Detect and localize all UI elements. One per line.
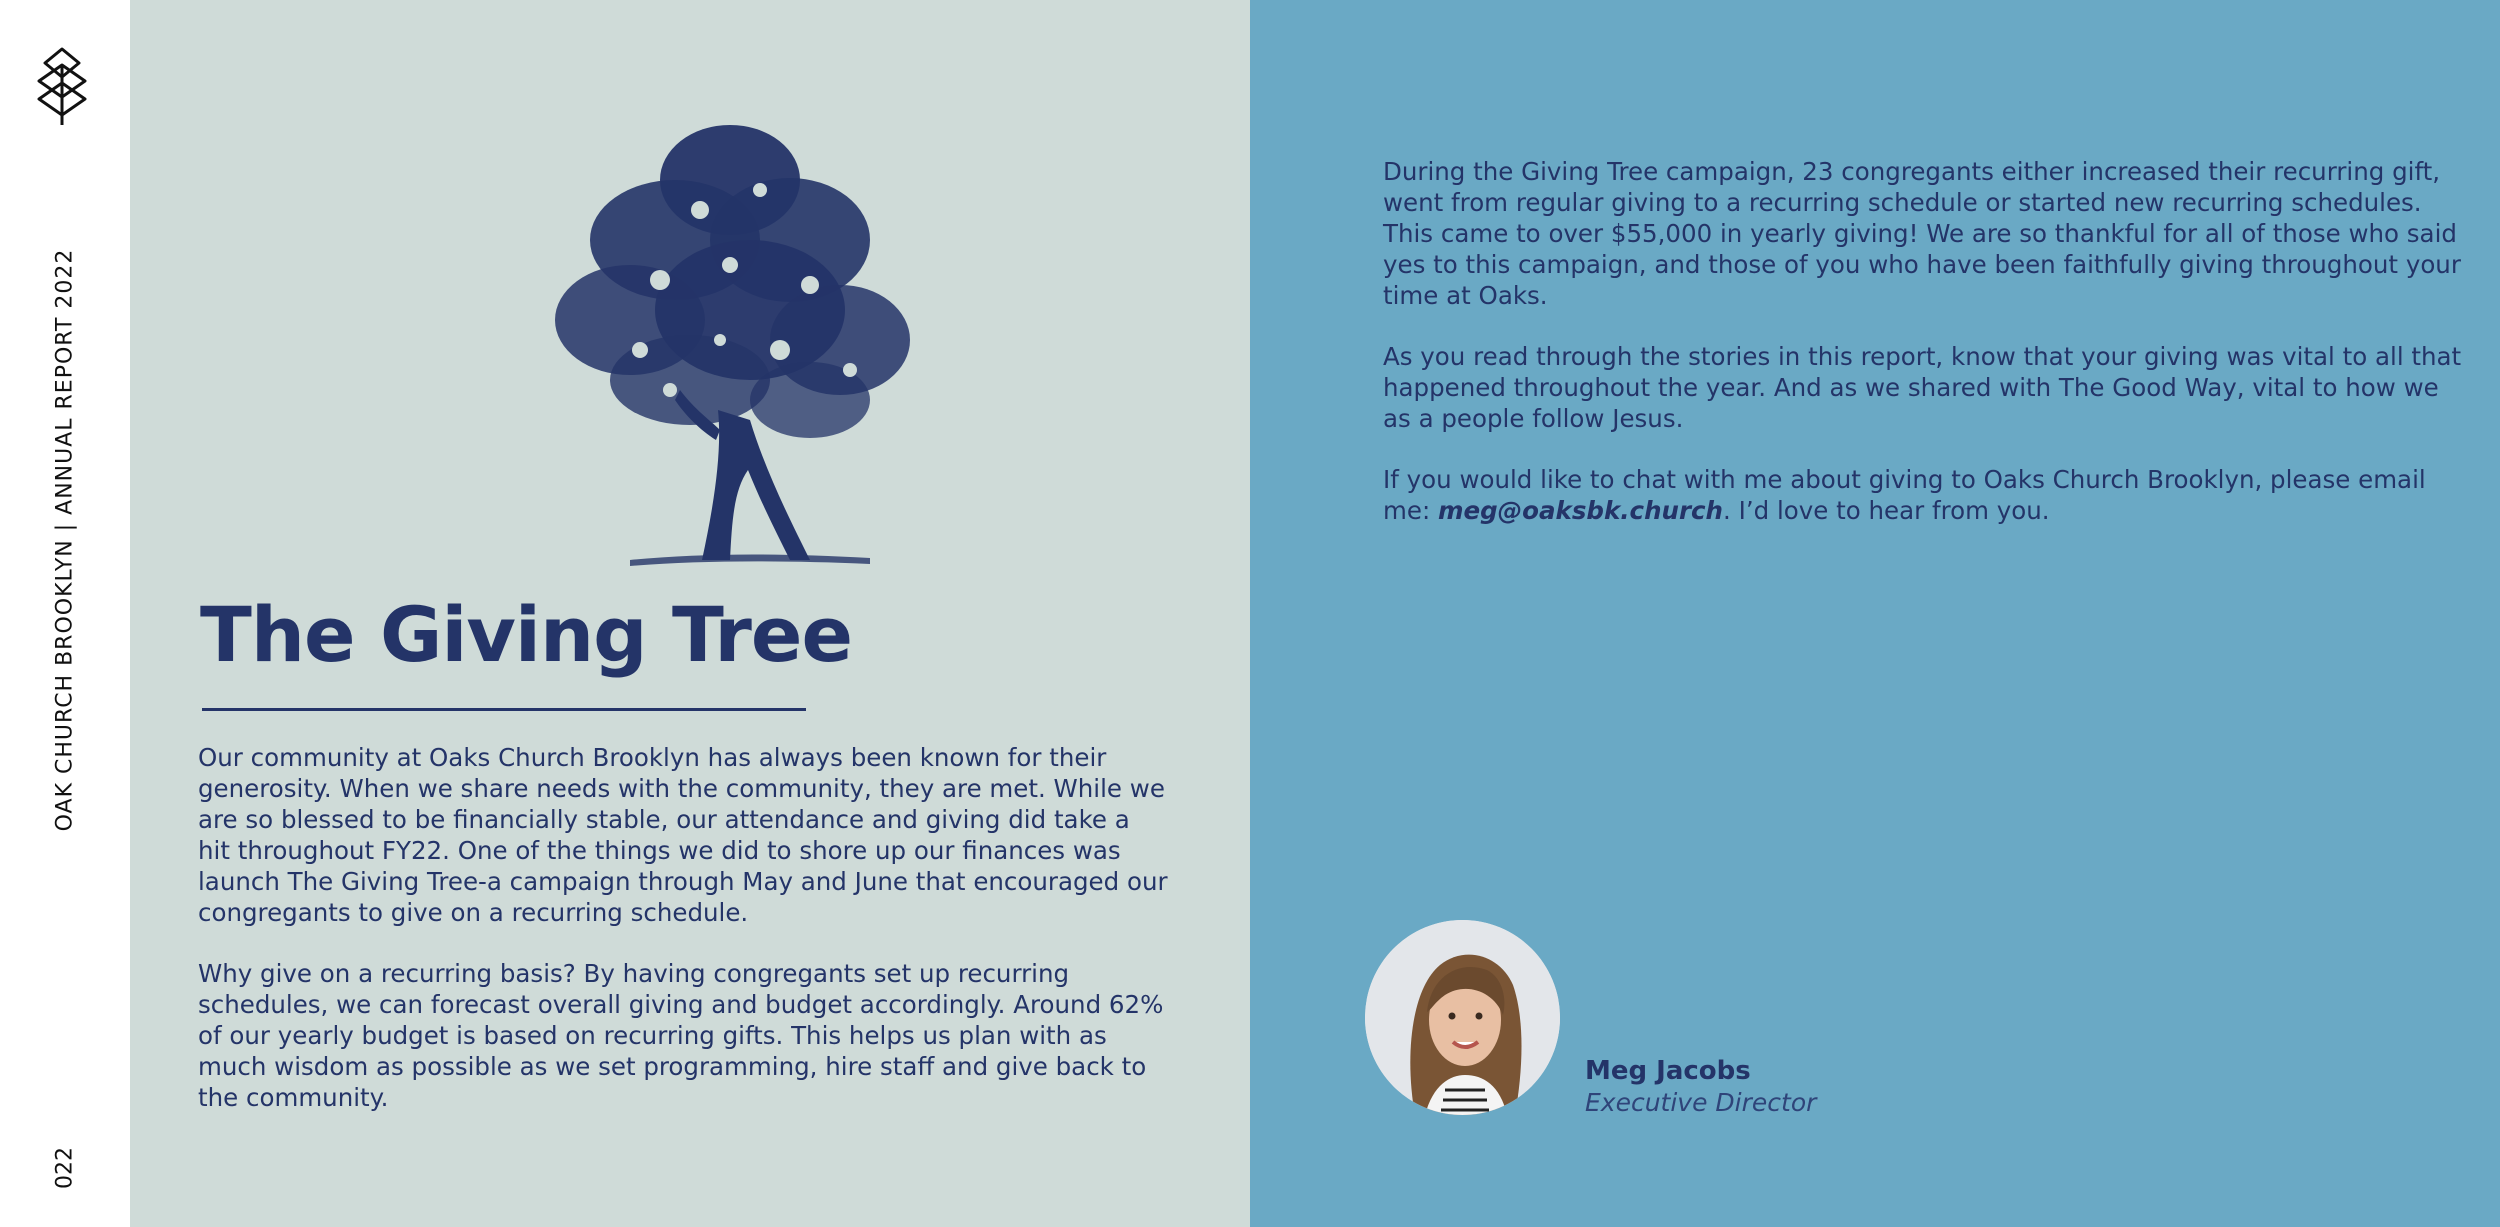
right-panel — [1250, 0, 2500, 1227]
contact-text: If you would like to chat with me about giving to Oaks Church Brooklyn, please email me: — [1383, 465, 2426, 525]
oak-tree-illustration — [430, 90, 1030, 580]
email-link[interactable]: meg@oaksbk.church — [1437, 496, 1724, 525]
right-paragraph: During the Giving Tree campaign, 23 congregants either increased their recurring gift, went from regular giving to a recurring schedule or started new recurring schedules. This came to over $55,000 in yearly giving! We are so thankful for all of those who said yes to this campaign, and those of you who have been faithfully giving throughout your time at Oaks. — [1383, 157, 2461, 310]
sidebar — [0, 0, 130, 1227]
signature-role: Executive Director — [1585, 1088, 1817, 1117]
left-panel — [130, 0, 1250, 1227]
contact-text-end: . I’d love to hear from you. — [1723, 496, 2050, 525]
page-number: 022 — [52, 1147, 78, 1189]
report-title: OAK CHURCH BROOKLYN | ANNUAL REPORT 2022 — [52, 248, 78, 832]
right-paragraph: As you read through the stories in this report, know that your giving was vital to all that happened throughout the year. And as we shared with The Good Way, vital to how we as a people follow Jesus. — [1383, 342, 2462, 433]
left-paragraph: Our community at Oaks Church Brooklyn has always been known for their generosity. When we share needs with the community, they are met. While we are so blessed to be financially stable, our attendance and giving did take a hit throughout FY22. One of the things we did to shore up our finances was launch The Giving Tree-a campaign through May and June that encouraged our congregants to give on a recurring schedule. — [198, 743, 1168, 927]
contact-paragraph — [1383, 464, 2463, 526]
left-body — [198, 742, 1168, 1143]
portrait-photo — [1365, 920, 1560, 1115]
right-body — [1383, 156, 2463, 556]
oak-leaf-logo-icon — [33, 45, 91, 127]
signature-name: Meg Jacobs — [1585, 1056, 1751, 1086]
left-paragraph: Why give on a recurring basis? By having congregants set up recurring schedules, we can forecast overall giving and budget accordingly. Around 62% of our yearly budget is based on recurring gifts. This helps us plan with as much wisdom as possible as we set programming, hire staff and give back to the community. — [198, 959, 1164, 1112]
page-heading: The Giving Tree — [200, 590, 853, 679]
heading-divider — [202, 708, 806, 711]
avatar — [1365, 920, 1560, 1115]
